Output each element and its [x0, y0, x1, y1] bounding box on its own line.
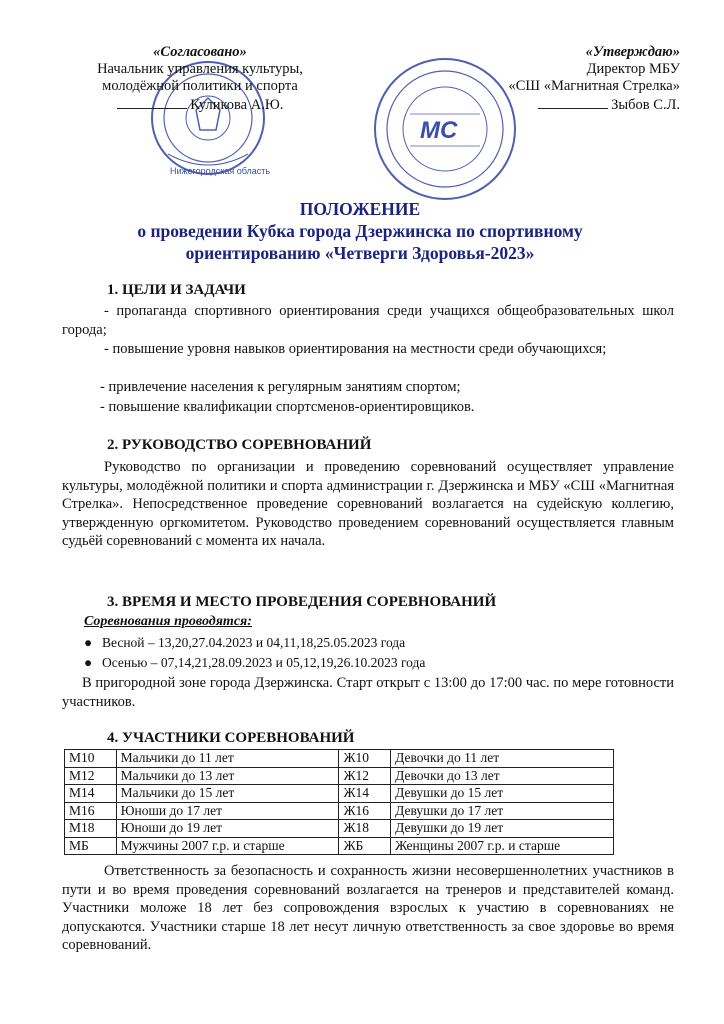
section1-item1: - пропаганда спортивного ориентирования среди учащихся общеобразовательных школ города; [62, 303, 674, 338]
approval-right-line2: «СШ «Магнитная Стрелка» [508, 78, 680, 94]
approval-left-name: Куликова А.Ю. [190, 97, 284, 113]
table-cell: М18 [65, 820, 117, 838]
table-cell: Ж12 [339, 767, 391, 785]
section3-autumn: Осенью – 07,14,21,28.09.2023 и 05,12,19,26.10.2023 года [102, 655, 426, 670]
approval-right-signature [440, 97, 680, 114]
table-cell: Мужчины 2007 г.р. и старше [116, 837, 339, 855]
section4-text: Ответственность за безопасность и сохранность жизни несовершеннолетних участников в пути и во время проведения соревнований возлагается на тренеров и представителей команд. Участники моложе 18 лет без сопровождения взрослых к участию в соревнованиях не допускаются. Участники старше 18 лет несут личную ответственность за свое здоровье во время соревнований. [62, 863, 674, 953]
table-cell: Девушки до 15 лет [391, 785, 614, 803]
section4-heading: 4. УЧАСТНИКИ СОРЕВНОВАНИЙ [107, 730, 355, 746]
table-cell: Девочки до 13 лет [391, 767, 614, 785]
section1-item2: - повышение уровня навыков ориентирования на местности среди обучающихся; [104, 341, 607, 357]
approval-right-name: Зыбов С.Л. [611, 97, 680, 113]
approval-left-line1: Начальник управления культуры, [97, 61, 303, 77]
participants-table [64, 749, 614, 855]
table-cell: Ж16 [339, 802, 391, 820]
approval-left-line2: молодёжной политики и спорта [102, 78, 298, 94]
table-cell: Женщины 2007 г.р. и старше [391, 837, 614, 855]
table-row [65, 750, 614, 768]
table-row [65, 802, 614, 820]
signature-line [117, 108, 187, 109]
approval-block-left [70, 44, 330, 114]
approval-left-title: «Согласовано» [153, 44, 247, 60]
table-cell: Ж14 [339, 785, 391, 803]
stamp-left-caption: Нижегородская область [170, 166, 271, 176]
table-cell: ЖБ [339, 837, 391, 855]
section2-text: Руководство по организации и проведению соревнований осуществляет управление культуры, молодёжной политики и спорта администрации г. Дзержинска и МБУ «СШ «Магнитная Стрелка». Непосредственное проведение соревнований возлагается на судейскую коллегию, утвержденную оргкомитетом. Руководство проведением соревнований осуществляется главным судьёй соревнований с момента их начала. [62, 459, 674, 549]
section1-item3: - привлечение населения к регулярным занятиям спортом; [100, 379, 461, 395]
table-cell: Мальчики до 13 лет [116, 767, 339, 785]
bullet-dot-icon: ● [84, 655, 93, 670]
section2-heading: 2. РУКОВОДСТВО СОРЕВНОВАНИЙ [107, 437, 372, 453]
bullet-dot-icon: ● [84, 635, 93, 650]
table-cell: Ж18 [339, 820, 391, 838]
approval-block-right [440, 44, 680, 114]
title-line3: ориентированию «Четверги Здоровья-2023» [185, 243, 535, 263]
table-row [65, 820, 614, 838]
table-cell: Ж10 [339, 750, 391, 768]
approval-left-signature [70, 97, 330, 114]
table-cell: Юноши до 19 лет [116, 820, 339, 838]
table-cell: Юноши до 17 лет [116, 802, 339, 820]
document-title [60, 198, 660, 264]
table-cell: М12 [65, 767, 117, 785]
approval-right-line1: Директор МБУ [586, 61, 680, 77]
section3-subheading: Соревнования проводятся: [84, 614, 252, 629]
table-cell: Девушки до 17 лет [391, 802, 614, 820]
table-cell: Мальчики до 11 лет [116, 750, 339, 768]
approval-right-title: «Утверждаю» [585, 44, 680, 60]
table-cell: М14 [65, 785, 117, 803]
section1-heading: 1. ЦЕЛИ И ЗАДАЧИ [107, 282, 246, 298]
title-line1: ПОЛОЖЕНИЕ [299, 199, 421, 219]
table-cell: МБ [65, 837, 117, 855]
table-cell: Мальчики до 15 лет [116, 785, 339, 803]
section3-text: В пригородной зоне города Дзержинска. Старт открыт с 13:00 до 17:00 час. по мере готовности участников. [62, 675, 674, 710]
title-line2: о проведении Кубка города Дзержинска по спортивному [137, 221, 583, 241]
table-cell: Девушки до 19 лет [391, 820, 614, 838]
table-row [65, 785, 614, 803]
stamp-right-logo: МС [420, 117, 458, 144]
table-cell: Девочки до 11 лет [391, 750, 614, 768]
table-cell: М16 [65, 802, 117, 820]
section1-item4: - повышение квалификации спортсменов-ориентировщиков. [100, 399, 475, 415]
table-cell: М10 [65, 750, 117, 768]
table-row [65, 767, 614, 785]
section3-spring: Весной – 13,20,27.04.2023 и 04,11,18,25.05.2023 года [102, 635, 406, 650]
signature-line [538, 108, 608, 109]
section3-spring-item [84, 634, 405, 652]
table-row [65, 837, 614, 855]
section3-autumn-item [84, 654, 425, 672]
section3-heading: 3. ВРЕМЯ И МЕСТО ПРОВЕДЕНИЯ СОРЕВНОВАНИЙ [107, 594, 497, 610]
